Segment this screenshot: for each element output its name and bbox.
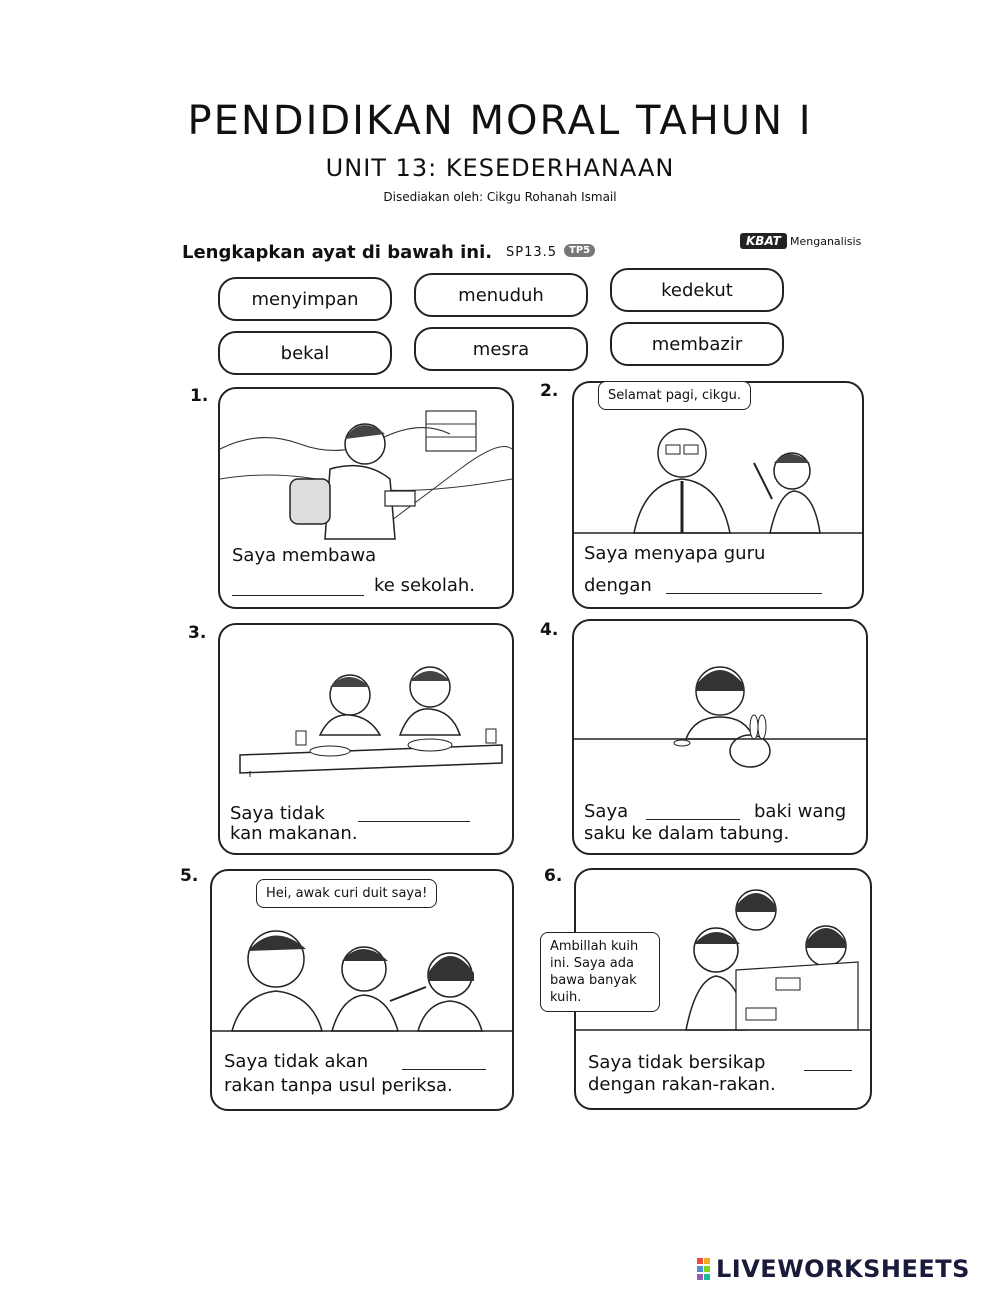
question-panel-1 (218, 387, 514, 609)
question-number: 2. (540, 381, 559, 401)
word-option[interactable]: membazir (610, 322, 784, 366)
sentence-line: dengan (584, 575, 652, 596)
instruction-text: Lengkapkan ayat di bawah ini. (182, 242, 493, 263)
sentence-line: Saya tidak (230, 803, 325, 824)
standard-code: SP13.5 (506, 245, 558, 260)
sentence-line: Saya membawa (232, 545, 377, 566)
sentence-line: Saya tidak bersikap (588, 1052, 766, 1073)
word-option[interactable]: mesra (414, 327, 588, 371)
sentence-line: Saya (584, 801, 629, 822)
question-panel-3 (218, 623, 514, 855)
page-title: PENDIDIKAN MORAL TAHUN I (187, 98, 813, 144)
sentence-line: kan makanan. (230, 823, 358, 844)
answer-blank[interactable] (666, 579, 826, 598)
question-number: 4. (540, 620, 559, 640)
question-number: 1. (190, 386, 209, 406)
question-panel-2 (572, 381, 864, 609)
level-badge: TP5 (564, 244, 595, 257)
word-option[interactable]: bekal (218, 331, 392, 375)
prepared-by: Disediakan oleh: Cikgu Rohanah Ismail (383, 190, 617, 204)
word-option[interactable]: menyimpan (218, 277, 392, 321)
sentence-line: Saya menyapa guru (584, 543, 766, 564)
speech-bubble: Ambillah kuih ini. Saya ada bawa banyak kuih. (540, 932, 660, 1012)
question-number: 5. (180, 866, 199, 886)
kbat-label: Menganalisis (790, 235, 862, 248)
speech-bubble: Selamat pagi, cikgu. (598, 381, 751, 410)
unit-title: UNIT 13: KESEDERHANAAN (325, 154, 675, 182)
question-number: 6. (544, 866, 563, 886)
liveworksheets-logo-icon (697, 1258, 711, 1280)
kbat-badge: KBAT (740, 233, 787, 249)
answer-blank[interactable] (232, 581, 364, 600)
word-option[interactable]: kedekut (610, 268, 784, 312)
question-panel-6 (550, 868, 872, 1110)
question-panel-5 (210, 869, 514, 1111)
answer-blank[interactable] (804, 1056, 854, 1075)
sentence-line: Saya tidak akan (224, 1051, 369, 1072)
question-panel-4 (572, 619, 868, 855)
speech-bubble: Hei, awak curi duit saya! (256, 879, 437, 908)
sentence-line: dengan rakan-rakan. (588, 1074, 776, 1095)
sentence-line: ke sekolah. (374, 575, 475, 596)
word-option[interactable]: menuduh (414, 273, 588, 317)
sentence-line: saku ke dalam tabung. (584, 823, 790, 844)
sentence-line: baki wang (754, 801, 847, 822)
answer-blank[interactable] (358, 807, 474, 826)
brand-wordmark[interactable]: LIVEWORKSHEETS (716, 1255, 970, 1283)
question-number: 3. (188, 623, 207, 643)
sentence-line: rakan tanpa usul periksa. (224, 1075, 453, 1096)
